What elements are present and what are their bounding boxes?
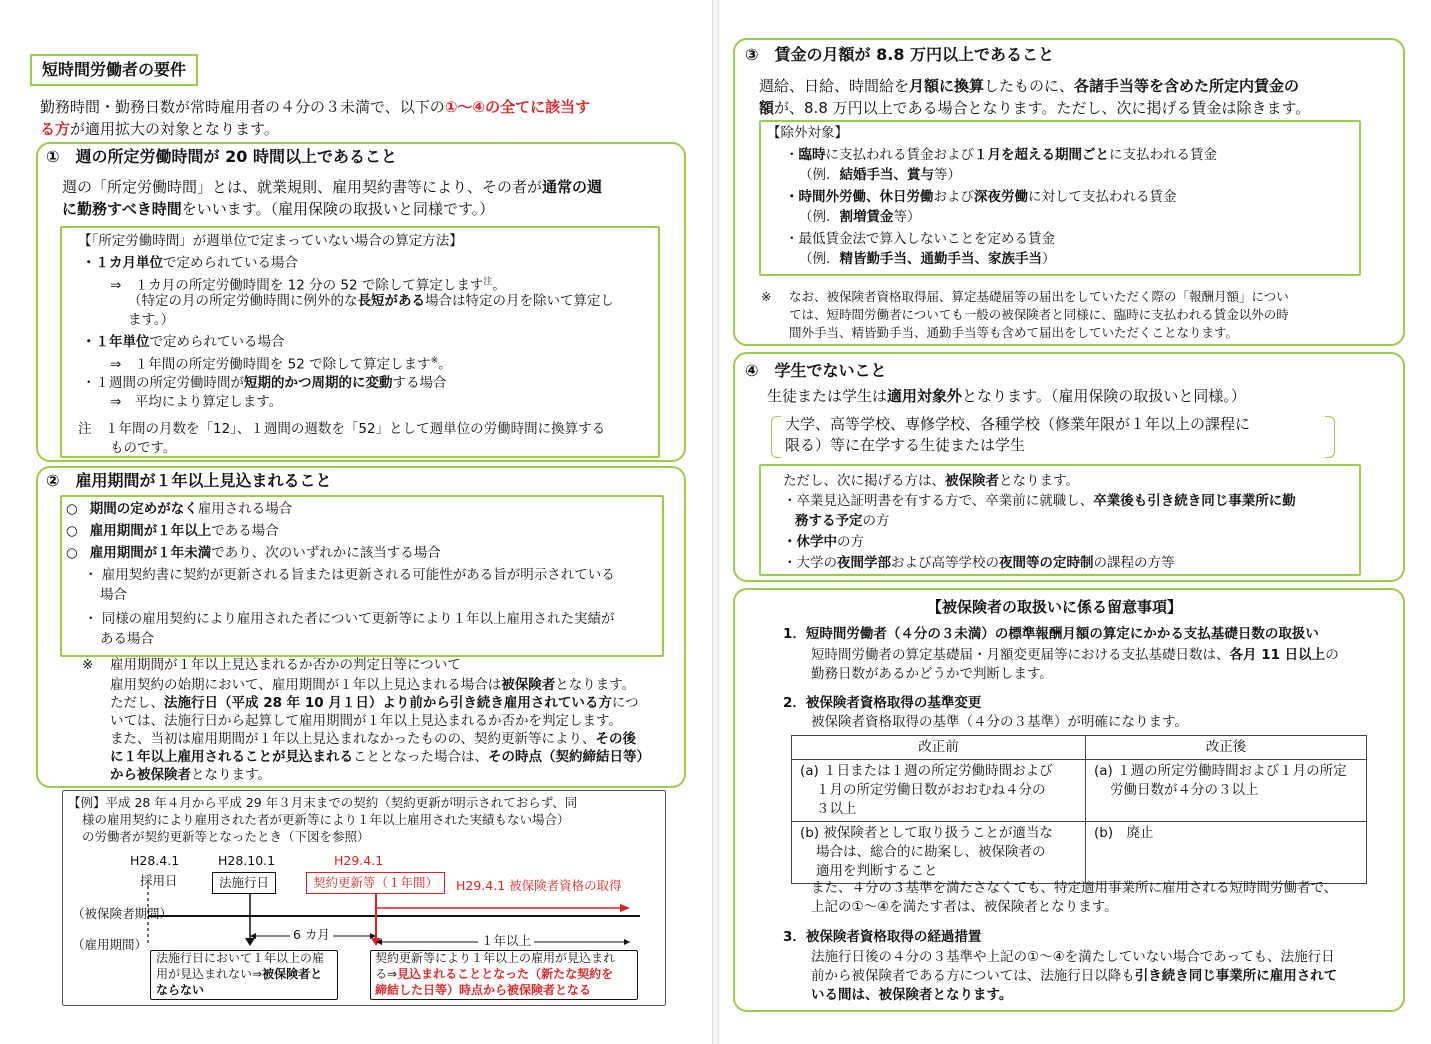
s4-x4-text: ・大学の (783, 555, 837, 571)
s3-note-mark: ※ (761, 289, 772, 304)
s3-ex-1-example (799, 166, 961, 185)
s2-n6-bold: から被保険者 (110, 767, 191, 783)
intro-highlight: ①〜④の全てに該当す (444, 98, 591, 116)
cell-line: 労働日数が４分の３以上 (1110, 782, 1259, 798)
s5-after-2: 上記の①〜④を満たす者は、被保険者となります。 (811, 899, 1118, 915)
s2-bullet-2-l1: ・ 同様の雇用契約により雇用された者について更新等により１年以上雇用された実績が (84, 611, 615, 627)
label-hire-date: 採用日 (140, 873, 178, 888)
s4-x3-bold: ・休学中 (783, 534, 837, 550)
s4-bracket-line-1: 大学、高等学校、専修学校、各種学校（修業年限が１年以上の課程に (785, 415, 1251, 433)
callout-2-l2 (375, 966, 613, 982)
date-h28-4-1: H28.4.1 (130, 853, 180, 868)
intro-highlight-2: る方 (40, 120, 71, 138)
s3-ex-3-example (799, 250, 1056, 269)
date-h29-4-1: H29.4.1 (334, 853, 384, 868)
s2-n4-text: また、当初は雇用期間が１年以上見込まれなかったものの、契約更新等により、 (110, 731, 596, 747)
s1-text: 週の「所定労働時間」とは、就業規則、雇用契約書等により、その者が (62, 178, 543, 196)
callout-1-text: 用が見込まれない⇒ (156, 967, 263, 981)
row-label-employment: （雇用期間） (72, 937, 148, 952)
section-5-heading: 【被保険者の取扱いに係る留意事項】 (927, 598, 1183, 616)
s2-o1-bold: 期間の定めがなく (89, 501, 198, 517)
s5-p1-l2: 勤務日数があるかどうかで判断します。 (811, 666, 1053, 682)
s2-n1-text-b: となります。 (555, 677, 636, 693)
callout-2-l1: 契約更新等により１年以上の雇用が見込まれ (375, 951, 616, 965)
s3-ex-2-example (799, 208, 921, 227)
s4-ex-text-b: となります。 (999, 473, 1079, 489)
page-title: 短時間労働者の要件 (30, 54, 198, 86)
label-one-year: １年以上 (478, 932, 534, 950)
s2-n2-text: ただし、 (110, 695, 164, 711)
s3-e1-bold: 臨時 (798, 147, 826, 163)
s3-note-1: なお、被保険者資格取得届、算定基礎届等の届出をしていただく際の「報酬月額」につい (789, 289, 1289, 304)
arrow-down-icon (245, 938, 255, 946)
cell-line: １月の所定労働日数がおおむね４分の (816, 782, 1046, 798)
s1-item-2-text: で定められている場合 (149, 334, 285, 350)
s5-p2: 被保険者資格取得の基準（４分の３基準）が明確になります。 (811, 714, 1188, 730)
s5-after-1: また、４分の３基準を満たさなくても、特定適用事業所に雇用される短時間労働者で、 (811, 880, 1338, 896)
s4-ex-text: ただし、次に掲げる方は、 (783, 473, 945, 489)
s4-text: 生徒または学生は (767, 387, 888, 405)
arrow-right-icon-2 (624, 939, 630, 945)
s2-n5-bold: に１年以上雇用されることが見込まれる (110, 749, 353, 765)
s3-ex-1 (785, 146, 1217, 165)
callout-1-l3: ならない (156, 983, 205, 997)
label-contract-renewal: 契約更新等（１年間） (306, 872, 445, 894)
s4-x1-bold: 卒業後も引き続き同じ事業所に勤 (1093, 493, 1296, 509)
s3-bold-2: 各諸手当等を含めた所定内賃金の (1074, 77, 1300, 95)
circle-icon: ○ (66, 501, 78, 517)
s5-p1-bold: 各月 11 日以上 (1229, 647, 1326, 663)
s1-item-2-bold: ・１年単位 (82, 334, 150, 350)
s3-text-2: が、8.8 万円以上である場合となります。ただし、次に掲げる賃金は除きます。 (774, 99, 1311, 117)
s3-e1-bold-2: １月を超える期間ごと (974, 147, 1109, 163)
s3-e2-text-b: に対して支払われる賃金 (1028, 189, 1177, 205)
s2-o3-bold: 雇用期間が１年未満 (89, 545, 212, 561)
label-acquisition: H29.4.1 被保険者資格の取得 (456, 878, 622, 893)
s2-n2-text-b: につ (611, 695, 639, 711)
s2-bullet-2-l2: ある場合 (100, 631, 154, 647)
s3-note-2: ては、短時間労働者についても一般の被保険者と同様に、臨時に支払われる賃金以外の時 (789, 307, 1289, 322)
s2-o2-text: である場合 (211, 523, 279, 539)
table-cell-a-after (1086, 760, 1367, 822)
table-cell-b-before (792, 822, 1086, 884)
callout-1-l2 (156, 966, 322, 982)
s5-p3-l1: 法施行日後の４分の３基準や上記の①〜④を満たしていない場合であっても、法施行日 (811, 949, 1335, 965)
s3-text-b: したものに、 (984, 77, 1075, 95)
intro-text: 勤務時間・勤務日数が常時雇用者の４分の３未満で、以下の (40, 98, 445, 116)
s2-n1-bold: 被保険者 (501, 677, 556, 693)
s1-item-3-text-b: する場合 (392, 375, 447, 391)
s1-bold: 通常の週 (542, 178, 603, 196)
s2-bullet-1-l1: ・ 雇用契約書に契約が更新される旨または更新される可能性がある旨が明示されている (84, 567, 615, 583)
arrow-right-icon-red (620, 904, 630, 912)
callout-2-red: 見込まれることとなった（新たな契約を (397, 967, 614, 981)
s3-bold-3: 額 (759, 99, 775, 117)
s4-exception-2 (783, 533, 864, 552)
s2-o3-text: であり、次のいずれかに該当する場合 (211, 545, 441, 561)
cell-line: (a) １週の所定労働時間および１月の所定 (1094, 763, 1347, 779)
s1-item-1-text: で定められている場合 (163, 255, 298, 271)
s4-x2-bold: 務する予定 (795, 513, 863, 529)
s2-note-head: 雇用期間が１年以上見込まれるか否かの判定日等について (110, 657, 461, 673)
bullet: ・ (785, 147, 799, 163)
s1-item-2-sub-text: ⇒ １年間の所定労働時間を 52 で除して算定します (110, 356, 431, 373)
s4-x4-bold-2: 夜間等の定時制 (999, 555, 1094, 571)
s3-ex-2 (785, 188, 1177, 207)
s1-method-title: 【「所定労働時間」が週単位で定まっていない場合の算定方法】 (78, 233, 463, 249)
s4-x2-text: の方 (862, 513, 890, 529)
s2-n2-bold: 法施行日（平成 28 年 10 月１日）より前から引き続き雇用されている方 (164, 695, 612, 711)
s2-n5-bold-2: その時点（契約締結日等） (488, 749, 650, 765)
table-cell-a-before (792, 760, 1086, 822)
s1-note-1: 注 １年間の月数を「12」、１週間の週数を「52」として週単位の労働時間に換算する (78, 421, 606, 437)
ex-bold-2: 割増賃金 (839, 209, 894, 225)
section-3-heading: ③ 賃金の月額が 8.8 万円以上であること (745, 45, 1055, 64)
page-gutter (712, 0, 719, 1044)
ex-open-3: （例． (799, 251, 840, 267)
s3-note-3: 間外手当、精皆勤手当、通勤手当等も含めて届出をしていただくことなります。 (789, 325, 1239, 340)
s4-ex-bold: 被保険者 (945, 473, 999, 489)
example-line-3: の労働者が契約更新等となったとき（下図を参照） (82, 829, 370, 844)
s4-bold: 適用対象外 (887, 387, 963, 405)
s4-x4-text-c: の課程の方等 (1093, 555, 1175, 571)
s1-text-2: をいいます。（雇用保険の取扱いと同様です。） (181, 200, 495, 218)
note-marker-2: ※ (430, 356, 439, 366)
table-head-before: 改正前 (792, 736, 1086, 760)
ex-close-3: ） (1042, 251, 1056, 267)
s4-exception-3 (783, 554, 1175, 573)
callout-1-bold: 被保険者と (262, 967, 323, 981)
s1-item-1-sub3: ます。） (128, 312, 175, 328)
s4-x4-bold: 夜間学部 (837, 555, 891, 571)
ex-open-2: （例． (799, 209, 840, 225)
example-line-1: 【例】平成 28 年４月から平成 29 年３月末までの契約（契約更新が明示されておらず、同 (68, 795, 578, 810)
s1-note-2: ものです。 (110, 440, 177, 456)
section-4-heading: ④ 学生でないこと (745, 361, 887, 380)
bracket-left (771, 416, 781, 458)
cell-line: (b) 廃止 (1094, 825, 1154, 841)
s5-p1-text: 短時間労働者の算定基礎届・月額変更届等における支払基礎日数は、 (811, 647, 1230, 663)
s4-x4-text-b: および高等学校の (891, 555, 999, 571)
callout-1-l1: 法施行日において１年以上の雇 (156, 951, 325, 965)
s1-item-3-bold: 短期的かつ周期的に変動 (244, 375, 393, 391)
ex-close: 等） (934, 167, 961, 183)
row-label-insured: （被保険者期間） (72, 906, 173, 921)
example-line-2: 様の雇用契約により雇用された者が更新等により１年以上雇用された実績もない場合） (82, 812, 570, 827)
s3-bold: 月額に換算 (909, 77, 985, 95)
table-head-after: 改正後 (1086, 736, 1367, 760)
s1-sub2-text: （特定の月の所定労働時間に例外的な (128, 293, 358, 309)
s1-item-3-text: ・１週間の所定労働時間が (82, 375, 244, 391)
s1-item-1-bold: ・１カ月単位 (82, 255, 163, 271)
s5-p1-l1 (811, 646, 1339, 665)
s3-e1-text: に支払われる賃金および (825, 147, 974, 163)
s2-note-mark: ※ (82, 657, 94, 673)
s3-ex-3: ・最低賃金法で算入しないことを定める賃金 (785, 231, 1055, 247)
s5-p1-text-b: の (1325, 647, 1339, 663)
s1-item-1-sub-text: ⇒ １カ月の所定労働時間を 12 分の 52 で除して算定します (110, 277, 484, 294)
circle-icon: ○ (66, 545, 78, 561)
section-1-heading: ① 週の所定労働時間が 20 時間以上であること (46, 147, 397, 166)
s3-para-1 (759, 76, 1299, 97)
intro-text-2: が適用拡大の対象となります。 (70, 120, 279, 138)
left-page (0, 0, 712, 1044)
s2-bullet-1-l2: 場合 (100, 587, 127, 603)
ex-open: （例． (799, 167, 840, 183)
s3-text: 週給、日給、時間給を (759, 77, 910, 95)
cell-line: 場合は、総合的に勘案し、被保険者の (816, 844, 1046, 860)
comparison-table (791, 735, 1367, 884)
date-h28-10-1: H28.10.1 (218, 853, 276, 868)
s2-n6-text: となります。 (191, 767, 271, 783)
ex-bold-3: 精皆勤手当、通勤手当、家族手当 (839, 251, 1042, 267)
s1-sub2-text-b: 場合は特定の月を除いて算定し (425, 293, 614, 309)
s3-e2-bold-2: 深夜労働 (974, 189, 1028, 205)
ex-close-2: 等） (893, 209, 921, 225)
s2-o2-bold: 雇用期間が１年以上 (89, 523, 212, 539)
cell-line: 適用を判断すること (816, 863, 938, 879)
circle-icon: ○ (66, 523, 78, 539)
s5-p3-text: 前から被保険者である方については、法施行日以降も (811, 968, 1135, 984)
table-cell-b-after (1086, 822, 1367, 884)
s4-x3-text: の方 (837, 534, 864, 550)
ex-bold: 結婚手当、賞与 (839, 167, 934, 183)
s5-p3-bold: 引き続き同じ事業所に雇用されて (1134, 968, 1338, 984)
s4-para-1 (767, 386, 1246, 407)
label-six-months: 6 カ月 (290, 926, 333, 944)
section-2-heading: ② 雇用期間が１年以上見込まれること (46, 471, 332, 490)
cell-line: (b) 被保険者として取り扱うことが適当な (800, 825, 1053, 841)
s2-note-3: いては、法施行日から起算して雇用期間が１年以上見込まれるか否かを判定します。 (110, 713, 622, 729)
s5-p3-l2 (811, 967, 1337, 986)
s4-text-b: となります。（雇用保険の取扱いと同様。） (962, 387, 1246, 405)
period-2: 。 (438, 356, 452, 373)
s5-heading-1: 1．短時間労働者（４分の３未満）の標準報酬月額の算定にかかる支払基礎日数の取扱い (783, 626, 1319, 642)
s3-e1-text-c: に支払われる賃金 (1109, 147, 1217, 163)
s4-bracket-line-2: 限る）等に在学する生徒または学生 (785, 436, 1026, 454)
cell-line: (a) １日または１週の所定労働時間および (800, 763, 1053, 779)
s4-exception-1b (795, 512, 890, 531)
s3-e2-text: および (933, 189, 974, 205)
s3-e2-bold: ・時間外労働、休日労働 (785, 189, 934, 205)
s5-heading-2: 2．被保険者資格取得の基準変更 (783, 695, 982, 711)
label-enforcement-date: 法施行日 (212, 872, 276, 894)
s2-n1-text: 雇用契約の始期において、雇用期間が１年以上見込まれる場合は (110, 677, 502, 693)
right-page (719, 0, 1431, 1044)
period: 。 (492, 277, 506, 294)
s3-para-2 (759, 98, 1310, 119)
s1-bold-2: に勤務すべき時間 (62, 200, 182, 218)
s4-exception-1 (783, 492, 1296, 511)
bracket-right (1325, 416, 1335, 458)
note-marker: 注 (483, 277, 493, 287)
cell-line: ３以上 (816, 801, 857, 817)
s5-heading-3: 3．被保険者資格取得の経過措置 (783, 929, 982, 945)
s2-n5-text: こととなった場合は、 (353, 749, 488, 765)
s1-sub2-bold: 長短がある (357, 293, 425, 309)
callout-2-text: る⇒ (375, 967, 398, 981)
s2-o1-text: 雇用される場合 (197, 501, 293, 517)
timeline-diagram (0, 0, 712, 1044)
s3-exclusion-title: 【除外対象】 (767, 125, 848, 141)
s5-p3-l3: いる間は、被保険者となります。 (811, 987, 1013, 1003)
s1-item-3-sub: ⇒ 平均により算定します。 (110, 394, 283, 410)
s4-exception-intro (783, 472, 1079, 491)
s2-n4-bold: その後 (595, 731, 636, 747)
s4-x1-text: ・卒業見込証明書を有する方で、卒業前に就職し、 (783, 493, 1094, 509)
callout-2-l3: 締結した日等）時点から被保険者となる (375, 983, 592, 997)
